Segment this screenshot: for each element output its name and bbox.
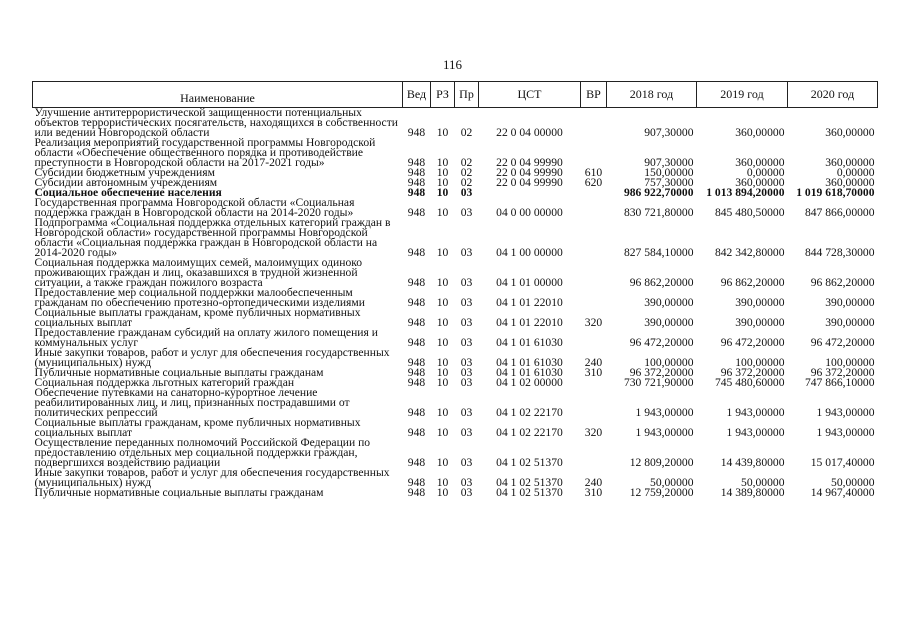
cell-y2020: 360,00000 [825, 176, 875, 189]
cell-cst: 22 0 04 99990 [496, 166, 563, 179]
cell-vr [581, 328, 607, 348]
cell-name: Иные закупки товаров, работ и услуг для обеспечения государственных (муниципальных) нужд [34, 346, 390, 369]
table-row [33, 468, 878, 488]
table-row [33, 348, 878, 368]
cell-pr: 02 [460, 166, 473, 179]
cell-y2019: 390,00000 [735, 296, 785, 309]
table-row [33, 328, 878, 348]
cell-name: Публичные нормативные социальные выплаты гражданам [34, 486, 324, 499]
cell-y2020: 96 472,20000 [810, 336, 875, 349]
cell-pr: 03 [460, 456, 473, 469]
cell-cst: 04 1 00 00000 [496, 246, 563, 259]
cell-vr: 320 [584, 316, 603, 329]
cell-rz: 10 [436, 426, 449, 439]
cell-y2018: 1 943,00000 [635, 426, 694, 439]
cell-ved: 948 [407, 246, 426, 259]
cell-cst: 04 1 02 51370 [496, 486, 563, 499]
cell-pr: 03 [460, 336, 473, 349]
cell-y2019: 14 439,80000 [720, 456, 785, 469]
cell-y2019: 100,00000 [735, 356, 785, 369]
cell-y2020: 747 866,10000 [804, 376, 875, 389]
cell-rz: 10 [436, 366, 449, 379]
table-row [33, 218, 878, 258]
cell-pr: 03 [460, 376, 473, 389]
cell-ved: 948 [407, 296, 426, 309]
cell-vr [581, 198, 607, 218]
cell-pr: 03 [460, 356, 473, 369]
cell-rz: 10 [436, 126, 449, 139]
cell-y2018: 830 721,80000 [623, 206, 694, 219]
cell-y2018: 730 721,90000 [623, 376, 694, 389]
cell-rz: 10 [436, 336, 449, 349]
table-row [33, 418, 878, 438]
cell-y2020: 50,00000 [831, 476, 875, 489]
cell-name: Субсидии автономным учреждениям [34, 176, 218, 189]
table-row [33, 308, 878, 328]
cell-vr [581, 288, 607, 308]
cell-y2019: 845 480,50000 [714, 206, 785, 219]
cell-name: Публичные нормативные социальные выплаты гражданам [34, 366, 324, 379]
cell-pr: 03 [460, 186, 473, 199]
cell-pr: 03 [460, 476, 473, 489]
cell-pr: 03 [460, 366, 473, 379]
cell-y2019: 745 480,60000 [714, 376, 785, 389]
cell-y2019: 360,00000 [735, 156, 785, 169]
cell-cst: 04 1 02 22170 [496, 426, 563, 439]
cell-y2020: 844 728,30000 [804, 246, 875, 259]
cell-name: Социальная поддержка малоимущих семей, малоимущих одиноко проживающих граждан и лиц, оказавшихся в трудной жизненной ситуации, а также граждан пожилого возраста [34, 256, 363, 289]
cell-name: Осуществление переданных полномочий Российской Федерации по предоставлению отдельных мер социальной поддержки граждан, подвергшихся воздействию радиации [34, 436, 371, 469]
header-cst: ЦСТ [479, 82, 581, 108]
cell-ved: 948 [407, 366, 426, 379]
cell-y2019: 1 943,00000 [726, 426, 785, 439]
table-header-row [33, 82, 878, 108]
cell-y2018: 100,00000 [644, 356, 694, 369]
cell-y2019: 1 943,00000 [726, 406, 785, 419]
cell-rz: 10 [436, 376, 449, 389]
cell-ved: 948 [407, 406, 426, 419]
cell-ved: 948 [407, 336, 426, 349]
header-2020: 2020 год [788, 82, 878, 108]
cell-rz: 10 [436, 206, 449, 219]
cell-vr [581, 388, 607, 418]
table-row [33, 488, 878, 498]
cell-name: Социальная поддержка льготных категорий граждан [34, 376, 295, 389]
cell-ved: 948 [407, 476, 426, 489]
header-vr: ВР [581, 82, 607, 108]
cell-y2020: 96 862,20000 [810, 276, 875, 289]
cell-y2018: 1 943,00000 [635, 406, 694, 419]
cell-rz: 10 [436, 486, 449, 499]
cell-rz: 10 [436, 166, 449, 179]
cell-pr: 03 [460, 276, 473, 289]
cell-cst: 04 1 01 61030 [496, 336, 563, 349]
cell-ved: 948 [407, 486, 426, 499]
cell-name: Обеспечение путевками на санаторно-курортное лечение реабилитированных лиц, и лиц, признанных пострадавшими от политических репрессий [34, 386, 350, 419]
cell-name: Улучшение антитеррористической защищенности потенциальных объектов террористических посягательств, находящихся в собственности или ведении Новгородской области [34, 106, 398, 139]
cell-y2020: 14 967,40000 [810, 486, 875, 499]
cell-y2018: 12 759,20000 [629, 486, 694, 499]
cell-pr: 03 [460, 206, 473, 219]
cell-rz: 10 [436, 356, 449, 369]
cell-ved: 948 [407, 456, 426, 469]
cell-y2019: 360,00000 [735, 126, 785, 139]
cell-y2019: 842 342,80000 [714, 246, 785, 259]
cell-vr: 320 [584, 426, 603, 439]
table-row [33, 108, 878, 139]
cell-y2018: 96 862,20000 [629, 276, 694, 289]
cell-y2018: 50,00000 [650, 476, 694, 489]
cell-y2018: 96 472,20000 [629, 336, 694, 349]
cell-y2018: 12 809,20000 [629, 456, 694, 469]
cell-name: Предоставление гражданам субсидий на оплату жилого помещения и коммунальных услуг [34, 326, 378, 349]
table-row [33, 388, 878, 418]
cell-y2020: 0,00000 [836, 166, 875, 179]
cell-name: Социальное обеспечение населения [34, 186, 222, 199]
cell-cst: 22 0 04 00000 [496, 126, 563, 139]
cell-rz: 10 [436, 316, 449, 329]
page-number: 116 [442, 57, 463, 72]
cell-pr: 03 [460, 486, 473, 499]
header-ved: Вед [403, 82, 431, 108]
cell-ved: 948 [407, 426, 426, 439]
cell-y2018: 390,00000 [644, 296, 694, 309]
cell-vr: 620 [584, 176, 603, 189]
cell-name: Иные закупки товаров, работ и услуг для обеспечения государственных (муниципальных) нужд [34, 466, 390, 489]
cell-y2018: 827 584,10000 [623, 246, 694, 259]
cell-y2019: 390,00000 [735, 316, 785, 329]
cell-ved: 948 [407, 276, 426, 289]
cell-y2020: 100,00000 [825, 356, 875, 369]
header-2019: 2019 год [697, 82, 788, 108]
cell-rz: 10 [436, 476, 449, 489]
header-rz: РЗ [431, 82, 455, 108]
cell-vr [581, 438, 607, 468]
cell-y2019: 14 389,80000 [720, 486, 785, 499]
cell-ved: 948 [407, 166, 426, 179]
cell-pr: 02 [460, 126, 473, 139]
cell-vr [581, 218, 607, 258]
cell-ved: 948 [407, 316, 426, 329]
cell-vr [581, 258, 607, 288]
cell-y2020: 15 017,40000 [810, 456, 875, 469]
cell-pr: 03 [460, 316, 473, 329]
cell-y2019: 0,00000 [746, 166, 785, 179]
cell-cst: 04 1 01 22010 [496, 316, 563, 329]
cell-y2018: 150,00000 [644, 166, 694, 179]
cell-name: Государственная программа Новгородской области «Социальная поддержка граждан в Новгородской области на 2014-2020 годы» [34, 196, 355, 219]
cell-rz: 10 [436, 276, 449, 289]
cell-rz: 10 [436, 456, 449, 469]
cell-cst: 04 1 02 51370 [496, 476, 563, 489]
cell-pr: 03 [460, 296, 473, 309]
cell-vr: 240 [584, 476, 603, 489]
budget-table [32, 81, 878, 498]
cell-cst: 04 0 00 00000 [496, 206, 563, 219]
cell-y2018: 757,30000 [644, 176, 694, 189]
cell-vr: 240 [584, 356, 603, 369]
cell-ved: 948 [407, 376, 426, 389]
cell-y2020: 360,00000 [825, 126, 875, 139]
cell-cst: 22 0 04 99990 [496, 156, 563, 169]
cell-ved: 948 [407, 156, 426, 169]
cell-y2018: 986 922,70000 [623, 186, 694, 199]
cell-y2019: 360,00000 [735, 176, 785, 189]
cell-vr [581, 108, 607, 139]
cell-name: Субсидии бюджетным учреждениям [34, 166, 215, 179]
cell-vr [581, 138, 607, 168]
cell-rz: 10 [436, 156, 449, 169]
cell-cst: 04 1 02 00000 [496, 376, 563, 389]
cell-y2019: 96 372,20000 [720, 366, 785, 379]
cell-y2020: 1 943,00000 [816, 406, 875, 419]
cell-name: Социальные выплаты гражданам, кроме публичных нормативных социальных выплат [34, 306, 361, 329]
cell-y2018: 907,30000 [644, 156, 694, 169]
cell-y2018: 96 372,20000 [629, 366, 694, 379]
cell-cst: 04 1 02 51370 [496, 456, 563, 469]
cell-name: Предоставление мер социальной поддержки малообеспеченным гражданам по обеспечению протезно-ортопедическими изделиями [34, 286, 365, 309]
cell-rz: 10 [436, 186, 449, 199]
cell-rz: 10 [436, 296, 449, 309]
cell-y2019: 50,00000 [741, 476, 785, 489]
cell-ved: 948 [407, 176, 426, 189]
cell-ved: 948 [407, 206, 426, 219]
cell-vr: 310 [584, 366, 603, 379]
header-2018: 2018 год [607, 82, 697, 108]
cell-cst: 04 1 01 61030 [496, 366, 563, 379]
cell-pr: 03 [460, 426, 473, 439]
cell-pr: 02 [460, 156, 473, 169]
table-row [33, 438, 878, 468]
cell-cst: 04 1 02 22170 [496, 406, 563, 419]
cell-name: Подпрограмма «Социальная поддержка отдельных категорий граждан в Новгородской области» государственной программы Новгородской области «Социальная поддержка граждан в Новгородской области на 2014-2020 годы» [34, 216, 391, 259]
cell-cst: 04 1 01 61030 [496, 356, 563, 369]
header-pr: Пр [455, 82, 479, 108]
cell-ved: 948 [407, 186, 426, 199]
cell-pr: 03 [460, 406, 473, 419]
header-name: Наименование [33, 82, 403, 108]
cell-y2020: 96 372,20000 [810, 366, 875, 379]
cell-cst [479, 188, 581, 198]
table-row [33, 138, 878, 168]
cell-cst: 04 1 01 22010 [496, 296, 563, 309]
cell-name: Социальные выплаты гражданам, кроме публичных нормативных социальных выплат [34, 416, 361, 439]
cell-pr: 02 [460, 176, 473, 189]
cell-y2020: 390,00000 [825, 296, 875, 309]
cell-y2020: 847 866,00000 [804, 206, 875, 219]
cell-y2020: 1 943,00000 [816, 426, 875, 439]
table-body [33, 108, 878, 499]
cell-rz: 10 [436, 176, 449, 189]
cell-cst: 22 0 04 99990 [496, 176, 563, 189]
cell-y2019: 1 013 894,20000 [706, 186, 785, 199]
cell-y2020: 390,00000 [825, 316, 875, 329]
cell-ved: 948 [407, 356, 426, 369]
cell-vr: 610 [584, 166, 603, 179]
cell-y2019: 96 862,20000 [720, 276, 785, 289]
cell-rz: 10 [436, 406, 449, 419]
cell-y2020: 360,00000 [825, 156, 875, 169]
cell-rz: 10 [436, 246, 449, 259]
table-row [33, 258, 878, 288]
table-row [33, 288, 878, 308]
cell-y2019: 96 472,20000 [720, 336, 785, 349]
cell-vr [581, 378, 607, 388]
cell-vr [581, 188, 607, 198]
table-row [33, 198, 878, 218]
cell-pr: 03 [460, 246, 473, 259]
cell-cst: 04 1 01 00000 [496, 276, 563, 289]
cell-vr: 310 [584, 486, 603, 499]
cell-ved: 948 [407, 126, 426, 139]
cell-y2018: 390,00000 [644, 316, 694, 329]
cell-name: Реализация мероприятий государственной программы Новгородской области «Обеспечение общественного порядка и противодействие преступности в Новгородской области на 2017-2021 годы» [34, 136, 376, 169]
cell-y2018: 907,30000 [644, 126, 694, 139]
cell-y2020: 1 019 618,70000 [796, 186, 875, 199]
